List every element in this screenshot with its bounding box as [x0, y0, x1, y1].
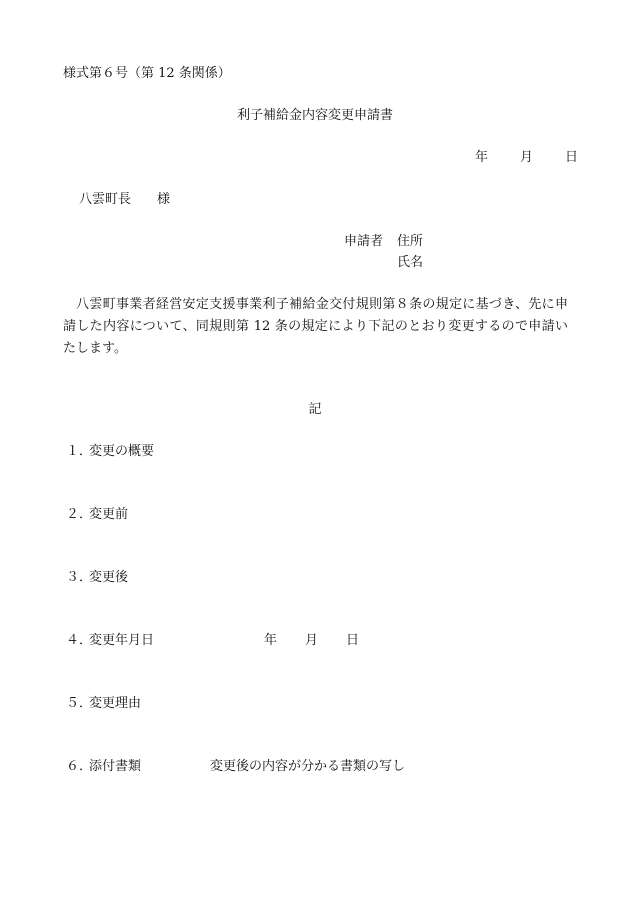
date-line	[475, 150, 578, 166]
item-number: ６．	[66, 759, 93, 774]
name-label: 氏名	[397, 255, 424, 270]
item-label: 添付書類	[89, 759, 142, 774]
date-day: 日	[565, 150, 579, 165]
change-date-month: 月	[305, 633, 319, 648]
item-label: 変更後	[89, 570, 129, 585]
addressee-name: 八雲町長	[79, 192, 132, 207]
item-label: 変更の概要	[89, 444, 155, 459]
address-label: 住所	[397, 234, 424, 249]
change-date	[264, 633, 359, 649]
addressee-honorific: 様	[157, 192, 171, 207]
item-number: １．	[66, 444, 93, 459]
item-number: ２．	[66, 507, 93, 522]
item-label: 変更年月日	[89, 633, 155, 648]
item-number: ５．	[66, 696, 93, 711]
document-title: 利子補給金内容変更申請書	[236, 108, 393, 123]
change-date-year: 年	[264, 633, 278, 648]
item-number: ３．	[66, 570, 93, 585]
change-date-day: 日	[346, 633, 360, 648]
attachment-note: 変更後の内容が分かる書類の写し	[210, 759, 406, 774]
item-label: 変更前	[89, 507, 129, 522]
applicant-label: 申請者	[344, 234, 384, 249]
addressee	[79, 192, 170, 208]
item-number: ４．	[66, 633, 93, 648]
date-year: 年	[475, 150, 489, 165]
form-number: 様式第６号（第 12 条関係）	[63, 66, 231, 81]
ki-heading: 記	[308, 402, 322, 417]
body-paragraph: 八雲町事業者経営安定支援事業利子補給金交付規則第８条の規定に基づき、先に申請した内容について、同規則第 12 条の規定により下記のとおり変更するので申請いたします。	[63, 297, 568, 356]
date-month: 月	[520, 150, 534, 165]
item-label: 変更理由	[89, 696, 142, 711]
